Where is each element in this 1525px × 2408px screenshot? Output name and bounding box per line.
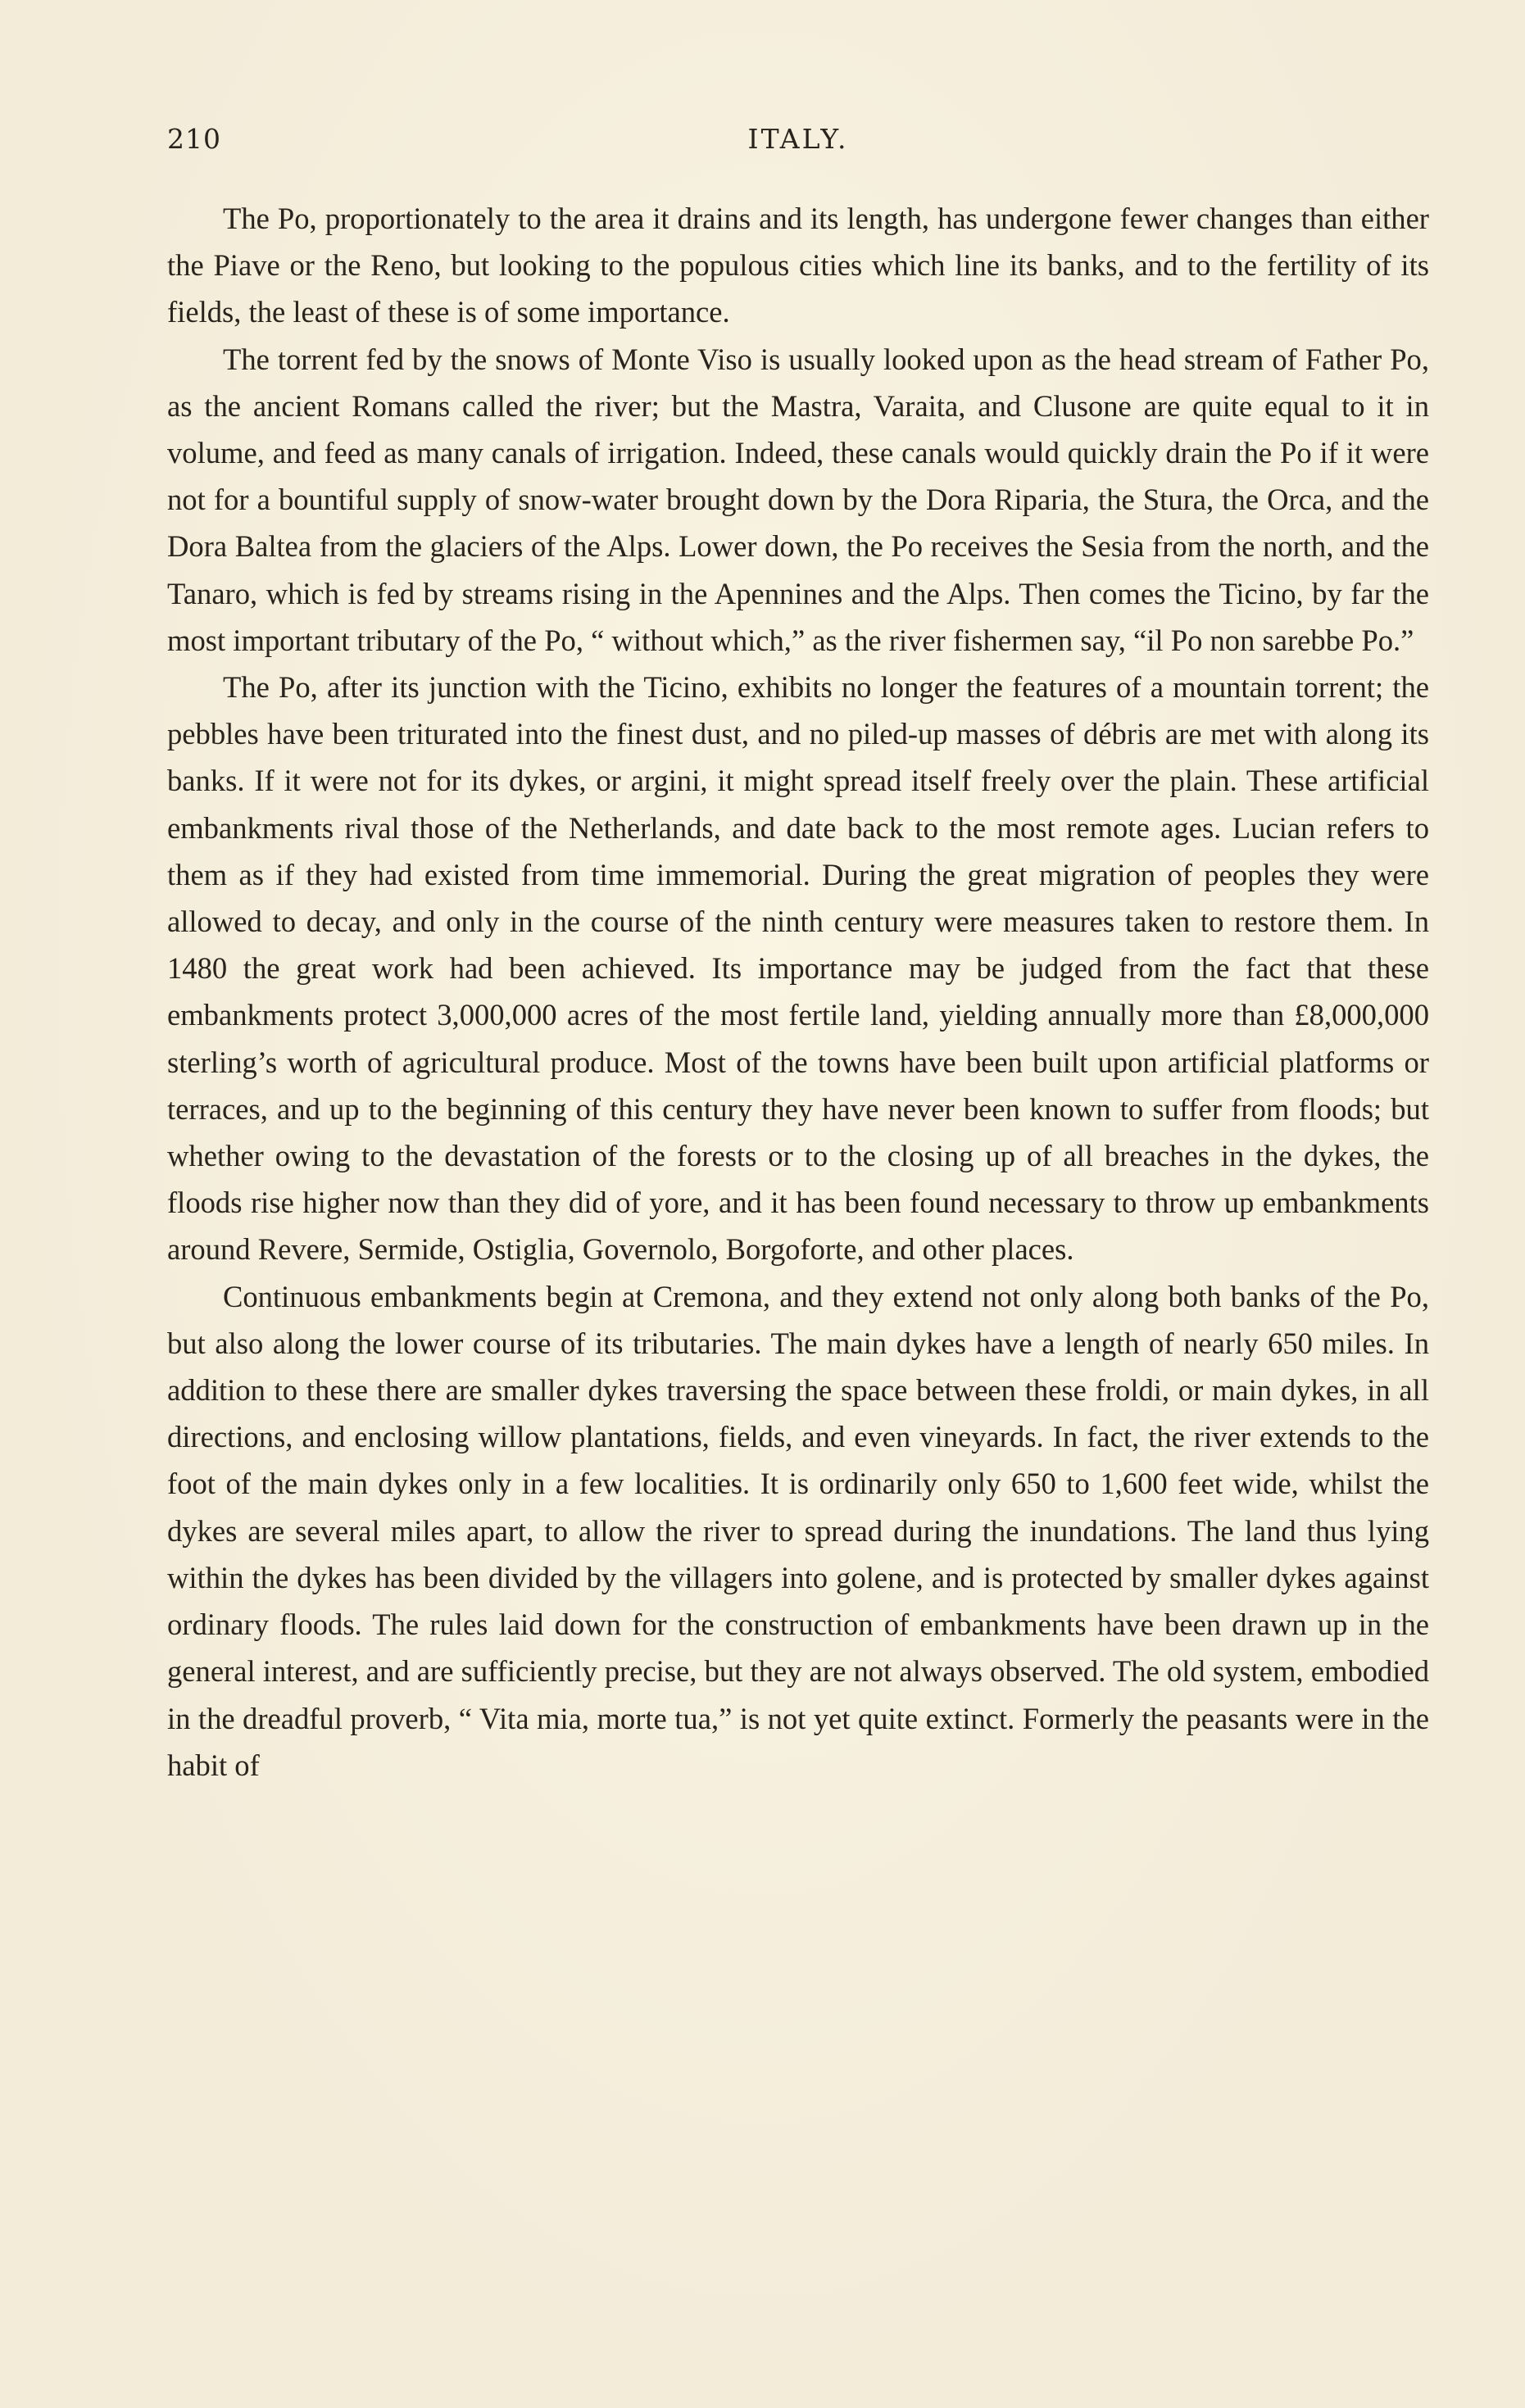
running-head [167, 123, 1429, 172]
body-text [167, 195, 1429, 1789]
paragraph-1: The Po, proportionately to the area it drains and its length, has undergone fewer changes than either the Piave or the Reno, but looking to the populous cities which line its banks, and to the fertility of its fields, the least of these is of some importance. [167, 202, 1429, 329]
running-title: ITALY. [747, 123, 849, 155]
paragraph-4: Continuous embankments begin at Cremona, and they extend not only along both banks of the Po, but also along the lower course of its tributaries. The main dykes have a length of nearly 650 miles. In addition to these there are smaller dykes traversing the space between these froldi, or main dykes, in all directions, and enclosing willow plantations, fields, and even vineyards. In fact, the river extends to the foot of the main dykes only in a few localities. It is ordinarily only 650 to 1,600 feet wide, whilst the dykes are several miles apart, to allow the river to spread during the inundations. The land thus lying within the dykes has been divided by the villagers into golene, and is protected by smaller dykes against ordinary floods. The rules laid down for the construction of embankments have been drawn up in the general interest, and are sufficiently precise, but they are not always observed. The old system, embodied in the dreadful proverb, “ Vita mia, morte tua,” is not yet quite extinct. Formerly the peasants were in the habit of [167, 1279, 1429, 1782]
paragraph-3: The Po, after its junction with the Ticino, exhibits no longer the features of a mountain torrent; the pebbles have been triturated into the finest dust, and no piled-up masses of débris are met with along its banks. If it were not for its dykes, or argini, it might spread itself freely over the plain. These artificial embankments rival those of the Netherlands, and date back to the most remote ages. Lucian refers to them as if they had existed from time immemorial. During the great migration of peoples they were allowed to decay, and only in the course of the ninth century were measures taken to restore them. In 1480 the great work had been achieved. Its importance may be judged from the fact that these embankments protect 3,000,000 acres of the most fertile land, yielding annually more than £8,000,000 sterling’s worth of agricultural produce. Most of the towns have been built upon artificial platforms or terraces, and up to the beginning of this century they have never been known to suffer from floods; but whether owing to the devastation of the forests or to the closing up of all breaches in the dykes, the floods rise higher now than they did of yore, and it has been found necessary to throw up embankments around Revere, Sermide, Ostiglia, Governolo, Borgoforte, and other places. [167, 670, 1429, 1267]
paragraph-2: The torrent fed by the snows of Monte Viso is usually looked upon as the head stream of Father Po, as the ancient Romans called the river; but the Mastra, Varaita, and Clusone are quite equal to it in volume, and feed as many canals of irrigation. Indeed, these canals would quickly drain the Po if it were not for a bountiful supply of snow-water brought down by the Dora Riparia, the Stura, the Orca, and the Dora Baltea from the glaciers of the Alps. Lower down, the Po receives the Sesia from the north, and the Tanaro, which is fed by streams rising in the Apennines and the Alps. Then comes the Ticino, by far the most important tributary of the Po, “ without which,” as the river fishermen say, “il Po non sarebbe Po.” [167, 342, 1429, 657]
page-number: 210 [167, 123, 221, 155]
